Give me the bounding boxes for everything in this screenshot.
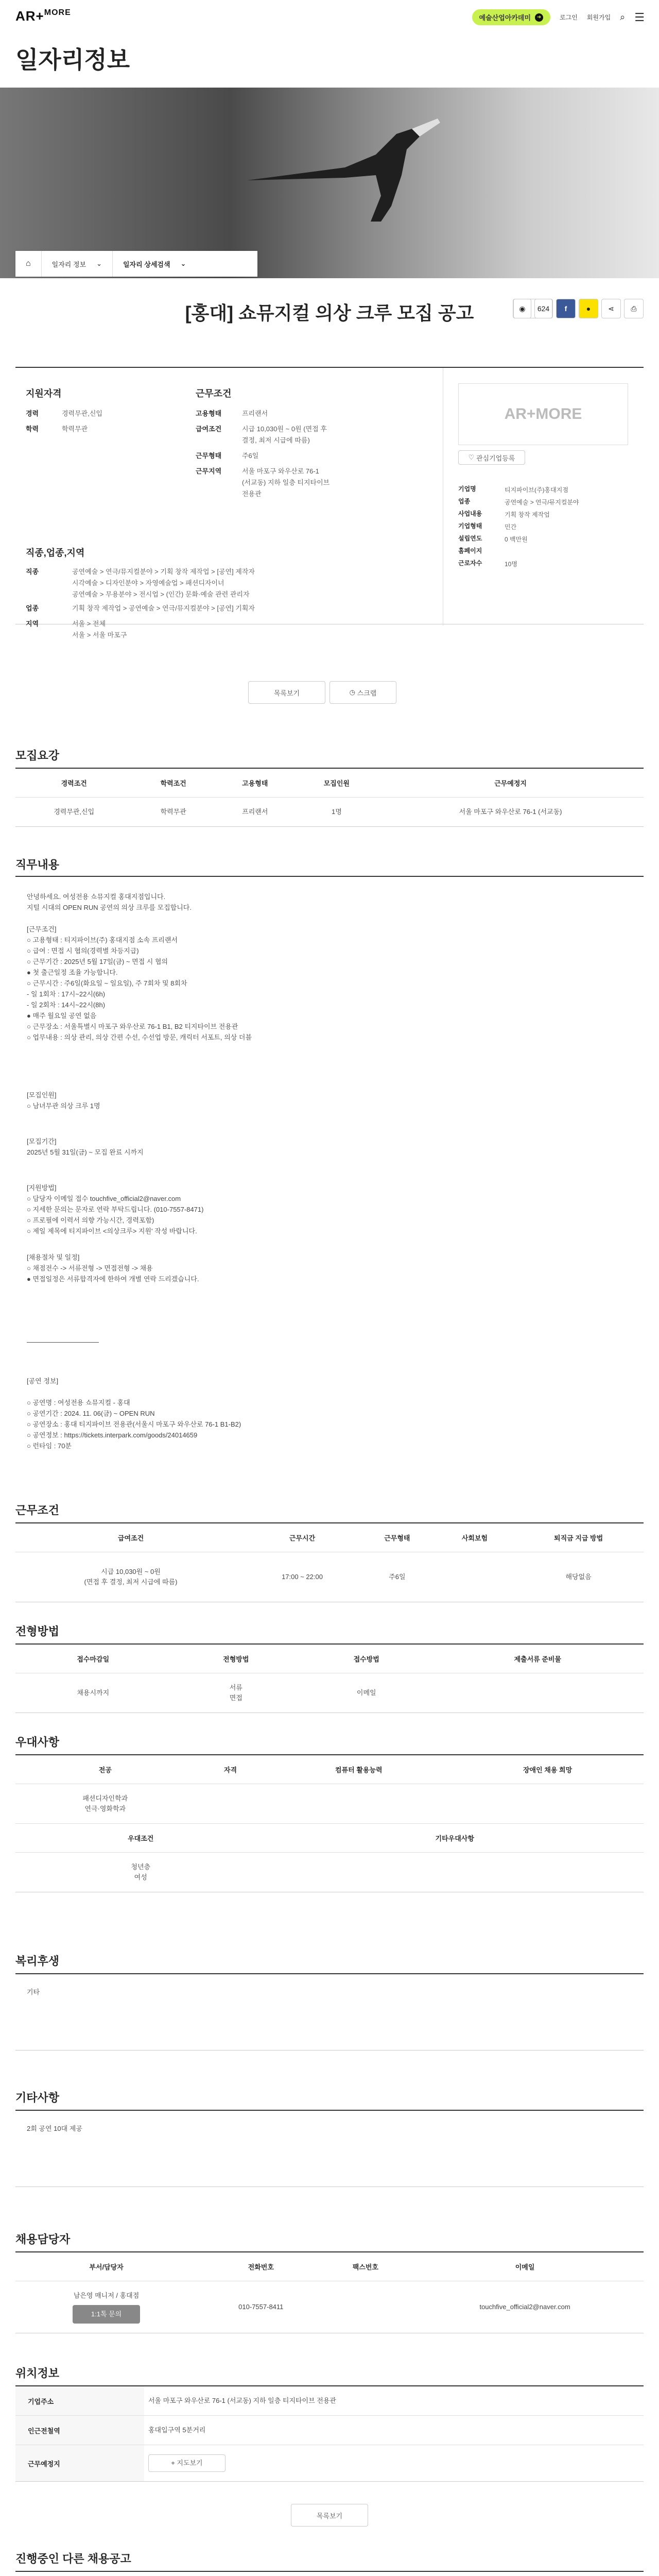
th: 장애인 채용 희망 [452, 1755, 644, 1784]
pref-heading: 우대사항 [15, 1736, 60, 1749]
td: 서류 면접 [229, 1684, 242, 1702]
dancer-image [242, 118, 458, 222]
cemp-value: 10명 [505, 561, 517, 568]
manager-fax [324, 2281, 406, 2333]
talk-button[interactable]: 1:1톡 문의 [73, 2305, 140, 2324]
site-logo[interactable]: AR+$^{MORE}$ [15, 8, 71, 24]
academy-button[interactable]: 예술산업아카데미 ➜ [472, 9, 550, 25]
duty-recruit: [모집인원] ○ 남녀무관 의상 크루 1명 [27, 1091, 100, 1110]
th: 사회보험 [436, 1523, 514, 1552]
area-value: 서울 > 전체 서울 > 서울 마포구 [72, 620, 127, 639]
welfare-text: 기타 [27, 1988, 40, 1996]
career-value: 경력무관,신입 [62, 410, 102, 417]
header [0, 0, 659, 29]
breadcrumb-l1[interactable]: 일자리 정보 ⌄ [42, 251, 113, 277]
td [266, 1784, 452, 1824]
th: 기타우대사항 [266, 1824, 644, 1853]
td: 주6일 [389, 1573, 406, 1581]
th: 근무시간 [246, 1523, 358, 1552]
process-heading: 전형방법 [15, 1625, 60, 1638]
duty-text: 안녕하세요. 여성전용 쇼뮤지컬 홍대지점입니다. 지털 시대의 OPEN RUN 공연의 의상 크루를 모집합니다. [근무조건] ○ 고용형태 : 티지파이브(주) 홍대지점 소속 프리랜서 ○ 급여 : 면접 시 협의(경력별 차등지급) ○ 근무기간 : 2025년 5월 17일(금) ~ 면접 시 협의 ● 첫 출근일정 조율 가능합니다. ○ 근무시간 : 주6일(화요일 ~ 일요일), 주 7회차 및 8회차 - 일 1회차 : 17시~22시(6h) - 일 2회차 : 14시~22시(8h) ● 매주 월요일 공연 없음 ○ 근무장소 : 서울특별시 마포구 와우산로 76-1 B1, B2 티지타이브 전용관 ○ 업무내용 : 의상 관리, 의상 간편 수선, 수선업 방문, 캐릭터 서포트, 의상 더블 [27, 893, 252, 1041]
duty-info: [공연 정보] ○ 공연명 : 여성전용 쇼뮤지컬 - 홍대 ○ 공연기간 : 2024. 11. 06(금) ~ OPEN RUN ○ 공연장소 : 홍대 티지파이브 전용관(서울시 마포구 와우산로 76-1 B1-B2) ○ 공연정보 : https://tickets.interpark.com/goods/24014659 ○ 런타임 : 70분 [27, 1377, 241, 1450]
join-link[interactable]: 회원가입 [586, 14, 611, 21]
th: 접수방법 [301, 1644, 431, 1673]
th: 제출서류 준비물 [431, 1644, 644, 1673]
edu-label: 학력 [26, 425, 39, 433]
td: 1명 [331, 808, 342, 816]
scrap-button[interactable]: ◷ 스크랩 [330, 681, 396, 704]
share-icon[interactable]: ⋖ [601, 299, 621, 318]
loc-addr: 서울 마포구 와우산로 76-1 (서교동) 지하 일층 티지타이브 전용관 [144, 2386, 644, 2416]
th: 모집인원 [296, 768, 378, 798]
place-label: 근무지역 [196, 467, 222, 475]
td [266, 1853, 644, 1892]
list-button-bottom[interactable]: 목록보기 [291, 2504, 368, 2527]
ckind-label: 기업형태 [458, 522, 482, 530]
loc-table [15, 2385, 644, 2482]
jobtype-label: 직종 [26, 568, 39, 575]
duty-period: [모집기간] 2025년 5월 31일(금) ~ 모집 완료 시까지 [27, 1138, 144, 1156]
th [556, 2571, 644, 2576]
area-label: 지역 [26, 620, 39, 628]
map-button[interactable]: ⌖ 지도보기 [148, 2454, 226, 2472]
career-label: 경력 [26, 410, 39, 417]
menu-icon[interactable]: ☰ [634, 10, 645, 24]
welfare-heading: 복리후생 [15, 1955, 60, 1968]
pay-label: 급여조건 [196, 425, 222, 433]
duty-how: [지원방법] ○ 담당자 이메일 접수 touchfive_official2@naver.com ○ 지세한 문의는 문자로 연락 부탁드립니다. (010-7557-8471) ○ 프로필에 이력서 의향 가능시간, 경력포함) ○ 제일 제목에 티지파이브 <의상크루> 지원' 작성 바랍니다. [27, 1184, 204, 1235]
th: 근무예정지 [15, 2445, 144, 2482]
company-logo: AR+MORE [458, 383, 628, 445]
cfound-value: 0 백만원 [505, 536, 528, 543]
eye-icon: ◉ [513, 299, 531, 318]
views-count: ◉ 624 [513, 299, 553, 318]
search-icon[interactable]: ⌕ [620, 12, 626, 22]
ind-value: 기획 창작 제작업 > 공연예술 > 연극/뮤지컬분야 > [공연] 기획자 [72, 604, 255, 612]
th: 고용형태 [214, 768, 296, 798]
hero-image [0, 88, 659, 278]
duty-heading: 직무내용 [15, 858, 60, 871]
chome-label: 홈페이지 [458, 547, 482, 554]
cname-label: 기업명 [458, 485, 476, 493]
pin-icon: ⌖ [171, 2459, 175, 2467]
th: 컴퓨터 활용능력 [266, 1755, 452, 1784]
recruit-heading: 모집요강 [15, 749, 60, 762]
cjob-label: 업종 [458, 498, 471, 505]
pay-value: 시급 10,030원 ~ 0원 (면접 후 결정, 최저 시급에 따름) [242, 425, 327, 444]
kakao-icon[interactable]: ● [579, 299, 598, 318]
th: 전공 [15, 1755, 195, 1784]
loc-heading: 위치정보 [15, 2367, 60, 2380]
arrow-right-icon: ➜ [535, 13, 543, 22]
clock-icon: ◷ [349, 688, 356, 696]
others-heading: 진행중인 다른 채용공고 [15, 2552, 131, 2565]
cond-heading: 근무조건 [196, 388, 232, 399]
th: 기업주소 [15, 2386, 144, 2416]
td: 청년층 여성 [131, 1863, 151, 1881]
td: 시급 10,030원 ~ 0원 (면접 후 결정, 최저 시급에 따름) [84, 1568, 178, 1586]
duty-proc: [채용절차 및 일정] ○ 채점전수 -> 서류전형 -> 면접전형 -> 채용 ● 면접일정은 서류합격자에 한하여 개별 연락 드리겠습니다. [27, 1253, 199, 1283]
th: 자격 [195, 1755, 266, 1784]
th [15, 2571, 154, 2576]
work-table [15, 1522, 644, 1602]
th: 이메일 [406, 2252, 644, 2281]
etc-text: 2회 공연 10대 제공 [27, 2125, 82, 2132]
pref-table [15, 1754, 644, 1892]
edu-value: 학력무관 [62, 425, 88, 433]
th: 접수마감일 [15, 1644, 171, 1673]
fav-company-button[interactable]: ♡ 관심기업등록 [458, 450, 525, 465]
td: 채용시까지 [77, 1689, 110, 1697]
manager-phone: 010-7557-8411 [238, 2303, 284, 2311]
manager-heading: 채용담당자 [15, 2233, 71, 2246]
type-value: 프리랜서 [242, 410, 268, 417]
td: 서울 마포구 와우산로 76-1 (서교동) [459, 808, 562, 816]
td [452, 1784, 644, 1824]
cbiz-value: 기획 창작 제작업 [505, 511, 550, 518]
chevron-down-icon: ⌄ [96, 260, 102, 267]
td [436, 1552, 514, 1602]
th [463, 2571, 556, 2576]
cjob-value: 공연예술 > 연극/뮤지컬분야 [505, 499, 579, 506]
etc-heading: 기타사항 [15, 2091, 60, 2104]
th: 경력조건 [15, 768, 132, 798]
td: 프리랜서 [242, 808, 268, 816]
th: 퇴직금 지급 방법 [513, 1523, 644, 1552]
th: 급여조건 [15, 1523, 246, 1552]
jobtype-value: 공연예술 > 연극/뮤지컬분야 > 기획 창작 제작업 > [공연] 제작자 시각예술 > 디자인분야 > 자영예술업 > 패션디자이너 공연예술 > 무용분야 > 전시업 > (인간) 문화·예술 관련 관리자 [72, 568, 255, 598]
th: 근무형태 [358, 1523, 436, 1552]
td: 경력무관,신입 [54, 808, 95, 816]
loc-sub: 홍대입구역 5분거리 [144, 2416, 644, 2445]
manager-email: touchfive_official2@naver.com [479, 2303, 570, 2311]
th: 근무예정지 [377, 768, 644, 798]
place-value: 서울 마포구 와우산로 76-1 (서교동) 지하 일층 티지타이브 전용관 [242, 467, 330, 498]
breadcrumb [15, 251, 257, 277]
manager-name: 남은영 매니저 / 홍대점 [73, 2292, 140, 2299]
cbiz-label: 사업내용 [458, 510, 482, 517]
td: 이메일 [356, 1689, 376, 1697]
recruit-table [15, 768, 644, 827]
td [195, 1784, 266, 1824]
td: 17:00 ~ 22:00 [282, 1573, 323, 1581]
share-bar [513, 299, 644, 318]
job-title: [홍대] 쇼뮤지컬 의상 크루 모집 공고 [185, 302, 474, 324]
process-table [15, 1643, 644, 1713]
th [154, 2571, 463, 2576]
form-label: 근무형태 [196, 452, 222, 460]
heart-icon: ♡ [468, 453, 475, 461]
th: 부서/담당자 [15, 2252, 197, 2281]
td: 학력무관 [160, 808, 186, 816]
form-value: 주6일 [242, 452, 259, 460]
td [431, 1673, 644, 1713]
cfound-label: 설립연도 [458, 535, 482, 542]
others-table [15, 2571, 644, 2576]
th: 전형방법 [171, 1644, 301, 1673]
list-button[interactable]: 목록보기 [248, 681, 325, 704]
th: 인근전철역 [15, 2416, 144, 2445]
login-link[interactable]: 로그인 [560, 14, 578, 21]
ind-label: 업종 [26, 604, 39, 612]
breadcrumb-l2[interactable]: 일자리 상세검색 ⌄ [123, 260, 186, 268]
qual-heading: 지원자격 [26, 388, 62, 399]
cemp-label: 근로자수 [458, 560, 482, 567]
cname-value: 티지파이브(주)홍대지점 [505, 486, 568, 494]
chevron-down-icon: ⌄ [180, 260, 186, 267]
td: 해당없음 [565, 1573, 592, 1581]
field-heading: 직종,업종,지역 [26, 548, 85, 558]
print-icon[interactable]: ⎙ [624, 299, 644, 318]
th: 학력조건 [132, 768, 214, 798]
summary-box [15, 367, 644, 624]
facebook-icon[interactable]: f [556, 299, 576, 318]
th: 팩스번호 [324, 2252, 406, 2281]
work-heading: 근무조건 [15, 1504, 60, 1517]
page-title: 일자리정보 [15, 46, 130, 73]
th: 우대조건 [15, 1824, 266, 1853]
td: 패션디자인학과 연극·영화학과 [15, 1784, 195, 1824]
home-icon[interactable]: ⌂ [15, 251, 42, 277]
ckind-value: 민간 [505, 523, 517, 531]
th: 전화번호 [197, 2252, 324, 2281]
type-label: 고용형태 [196, 410, 222, 417]
manager-table [15, 2251, 644, 2333]
